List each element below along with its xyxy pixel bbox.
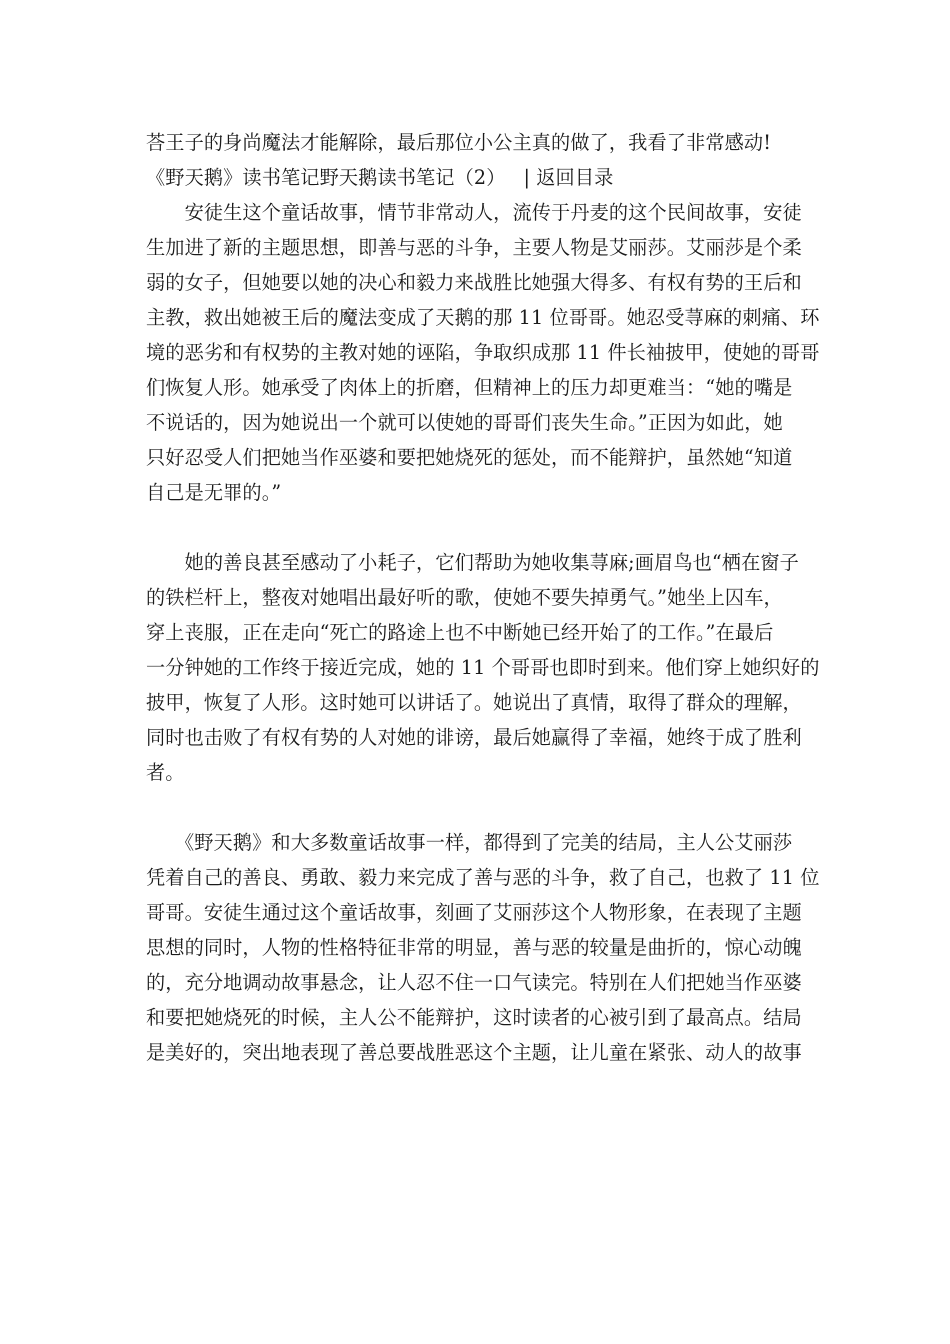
text-line: 哥哥。安徒生通过这个童话故事，刻画了艾丽莎这个人物形象，在表现了主题 xyxy=(146,901,802,924)
opening-line: 荅王子的身尚魔法才能解除，最后那位小公主真的做了，我看了非常感动! xyxy=(146,131,772,154)
text-line: 她的善良甚至感动了小耗子，它们帮助为她收集荨麻;画眉鸟也“栖在窗子 xyxy=(146,551,799,574)
return-to-contents-link[interactable]: | 返回目录 xyxy=(523,166,614,189)
text-line: 者。 xyxy=(146,761,185,784)
text-line: 境的恶劣和有权势的主教对她的诬陷，争取织成那 11 件长袖披甲，使她的哥哥 xyxy=(146,341,820,364)
text-line: 弱的女子，但她要以她的决心和毅力来战胜比她强大得多、有权有势的王后和 xyxy=(146,271,802,294)
text-line: 思想的同时，人物的性格特征非常的明显，善与恶的较量是曲折的，惊心动魄 xyxy=(146,936,802,959)
text-line: 凭着自己的善良、勇敢、毅力来完成了善与恶的斗争，救了自己，也救了 11 位 xyxy=(146,866,820,889)
text-line: 的，充分地调动故事悬念，让人忍不住一口气读完。特别在人们把她当作巫婆 xyxy=(146,971,802,994)
text-line: 《野天鹅》和大多数童话故事一样，都得到了完美的结局，主人公艾丽莎 xyxy=(146,831,793,854)
text-line: 只好忍受人们把她当作巫婆和要把她烧死的惩处，而不能辩护，虽然她“知道 xyxy=(146,446,793,469)
text-line: 是美好的，突出地表现了善总要战胜恶这个主题，让儿童在紧张、动人的故事 xyxy=(146,1041,802,1064)
text-line: 的铁栏杆上，整夜对她唱出最好听的歌，使她不要失掉勇气。”她坐上囚车， xyxy=(146,586,783,609)
paragraph-3 xyxy=(146,825,820,1070)
section-title: 《野天鹅》读书笔记野天鹅读书笔记（2） xyxy=(146,166,506,189)
text-line: 披甲，恢复了人形。这时她可以讲话了。她说出了真情，取得了群众的理解， xyxy=(146,691,802,714)
text-line: 一分钟她的工作终于接近完成，她的 11 个哥哥也即时到来。他们穿上她织好的 xyxy=(146,656,820,679)
paragraph-spacer xyxy=(146,510,806,545)
paragraph-2 xyxy=(146,545,820,790)
text-line: 同时也击败了有权有势的人对她的诽谤，最后她赢得了幸福，她终于成了胜利 xyxy=(146,726,802,749)
text-line: 生加进了新的主题思想，即善与恶的斗争，主要人物是艾丽莎。艾丽莎是个柔 xyxy=(146,236,802,259)
paragraph-1 xyxy=(146,195,820,510)
text-line: 不说话的，因为她说出一个就可以使她的哥哥们丧失生命。”正因为如此，她 xyxy=(146,411,783,434)
text-line: 和要把她烧死的时候，主人公不能辩护，这时读者的心被引到了最高点。结局 xyxy=(146,1006,802,1029)
text-line: 穿上丧服，正在走向“死亡的路途上也不中断她已经开始了的工作。”在最后 xyxy=(146,621,774,644)
text-line: 安徒生这个童话故事，情节非常动人，流传于丹麦的这个民间故事，安徒 xyxy=(146,201,802,224)
text-line: 们恢复人形。她承受了肉体上的折磨，但精神上的压力却更难当：“她的嘴是 xyxy=(146,376,793,399)
text-line: 主教，救出她被王后的魔法变成了天鹅的那 11 位哥哥。她忍受荨麻的刺痛、环 xyxy=(146,306,820,329)
paragraph-spacer xyxy=(146,790,806,825)
text-line: 自己是无罪的。” xyxy=(146,481,282,504)
document-body xyxy=(146,125,820,1070)
section-heading xyxy=(146,160,806,195)
